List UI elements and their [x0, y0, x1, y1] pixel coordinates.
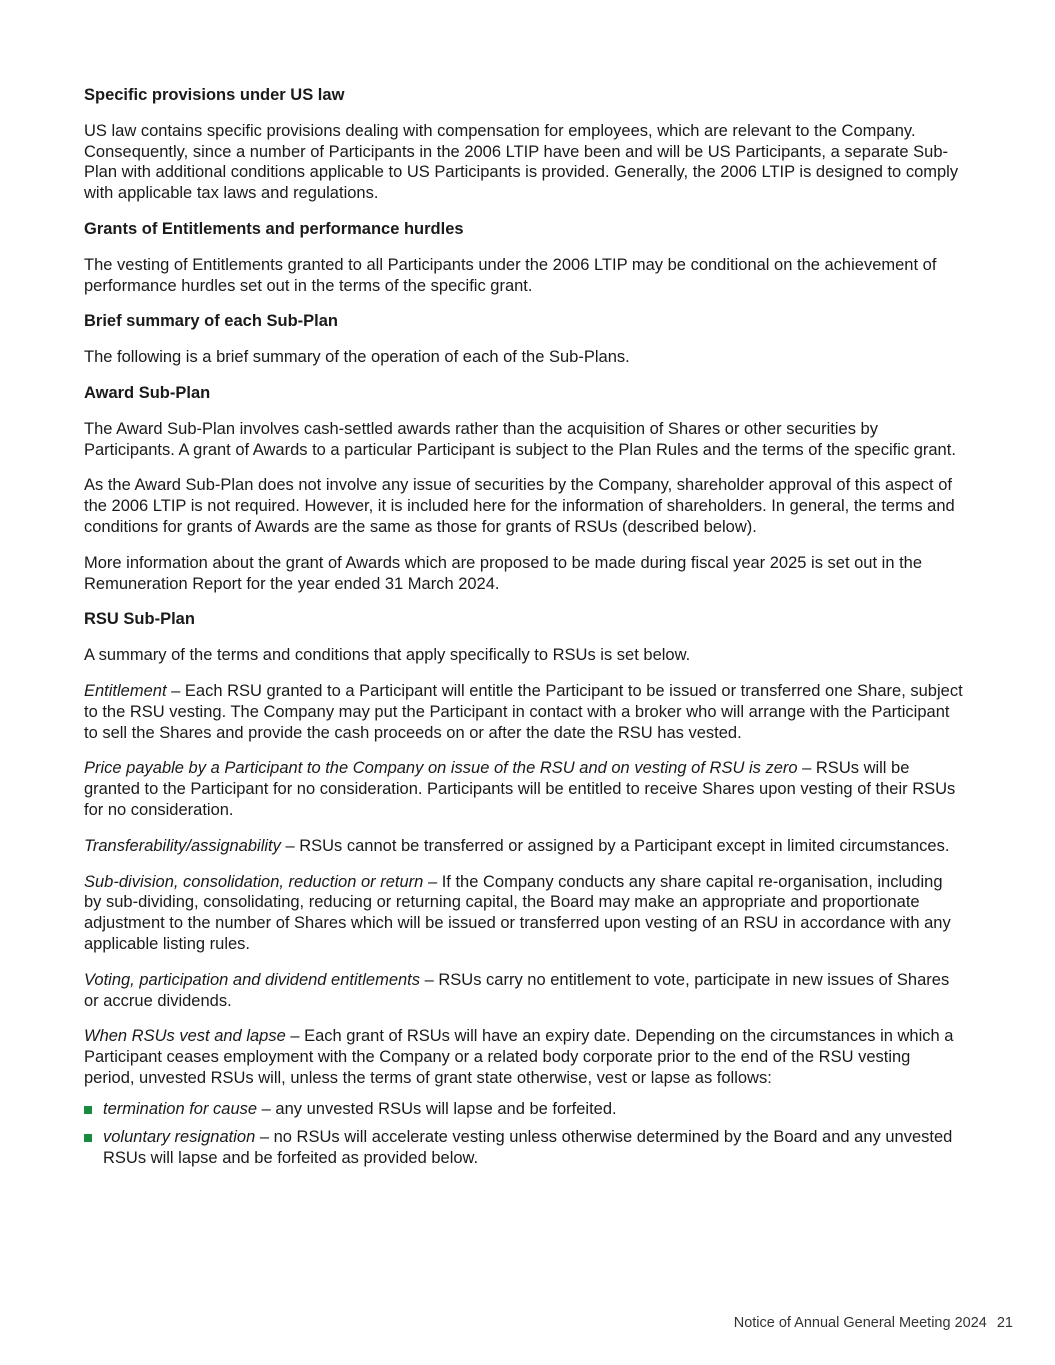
heading-us-law: Specific provisions under US law — [84, 86, 345, 104]
paragraph: The vesting of Entitlements granted to all Participants under the 2006 LTIP may be conditional on the achievement of performance hurdles set out in the terms of the specific grant. — [84, 255, 937, 295]
heading-grants: Grants of Entitlements and performance hurdles — [84, 219, 464, 238]
heading-rsu-subplan: RSU Sub-Plan — [84, 610, 195, 629]
bullet-list — [84, 1099, 964, 1169]
paragraph: The Award Sub-Plan involves cash-settled awards rather than the acquisition of Shares or other securities by Participants. A grant of Awards to a particular Participant is subject to the Plan Rules and the terms of the specific grant. — [84, 419, 956, 459]
square-bullet-icon — [84, 1134, 92, 1142]
page-number: 21 — [996, 1315, 1013, 1331]
term-entitlement: Entitlement – Each RSU granted to a Participant will entitle the Participant to be issued or transferred one Share, subject to the RSU vesting. The Company may put the Participant in contact with a broker who will arrange with the Participant to sell the Shares and provide the cash proceeds on or after the date the RSU has vested. — [84, 681, 963, 742]
list-item: termination for cause – any unvested RSUs will lapse and be forfeited. — [84, 1099, 964, 1120]
paragraph: As the Award Sub-Plan does not involve any issue of securities by the Company, shareholder approval of this aspect of the 2006 LTIP is not required. However, it is included here for the information of shareholders. In general, the terms and conditions for grants of Awards are the same as those for grants of RSUs (described below). — [84, 476, 955, 536]
term-price: Price payable by a Participant to the Company on issue of the RSU and on vesting of RSU is zero – RSUs will be granted to the Participant for no consideration. Participants will be entitled to receive Shares upon vesting of their RSUs for no consideration. — [84, 759, 956, 819]
paragraph: More information about the grant of Awards which are proposed to be made during fiscal year 2025 is set out in the Remuneration Report for the year ended 31 March 2024. — [84, 553, 923, 593]
square-bullet-icon — [84, 1106, 92, 1114]
paragraph: The following is a brief summary of the operation of each of the Sub-Plans. — [84, 348, 630, 367]
term-voting: Voting, participation and dividend entitlements – RSUs carry no entitlement to vote, participate in new issues of Shares or accrue dividends. — [84, 970, 950, 1010]
paragraph: A summary of the terms and conditions that apply specifically to RSUs is set below. — [84, 646, 691, 665]
page-footer — [734, 1315, 1013, 1331]
heading-summary: Brief summary of each Sub-Plan — [84, 312, 338, 331]
term-vest-lapse: When RSUs vest and lapse – Each grant of RSUs will have an expiry date. Depending on the circumstances in which a Participant ceases employment with the Company or a related body corporate prior to the end of the RSU vesting period, unvested RSUs will, unless the terms of grant state otherwise, vest or lapse as follows: — [84, 1027, 954, 1087]
term-transferability: Transferability/assignability – RSUs cannot be transferred or assigned by a Participant except in limited circumstances. — [84, 836, 950, 855]
paragraph: US law contains specific provisions dealing with compensation for employees, which are relevant to the Company. Consequently, since a number of Participants in the 2006 LTIP have been and will be US Participants, a separate Sub-Plan with additional conditions applicable to US Participants is provided. Generally, the 2006 LTIP is designed to comply with applicable tax laws and regulations. — [84, 121, 959, 203]
list-item: voluntary resignation – no RSUs will accelerate vesting unless otherwise determined by the Board and any unvested RSUs will lapse and be forfeited as provided below. — [84, 1127, 964, 1169]
document-body — [84, 85, 964, 1177]
footer-title: Notice of Annual General Meeting 2024 — [733, 1315, 987, 1331]
term-subdivision: Sub-division, consolidation, reduction or return – If the Company conducts any share capital re-organisation, including by sub-dividing, consolidating, reducing or returning capital, the Board may make an appropriate and proportionate adjustment to the number of Shares which will be issued or transferred upon vesting of an RSU in accordance with any applicable listing rules. — [84, 872, 951, 953]
heading-award-subplan: Award Sub-Plan — [84, 383, 211, 402]
